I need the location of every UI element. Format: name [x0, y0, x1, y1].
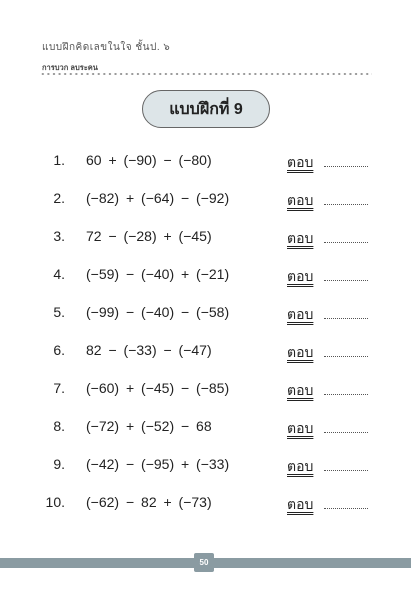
problem-row [0, 190, 411, 228]
section-subtitle: การบวก ลบระคน [42, 63, 98, 72]
problem-row [0, 456, 411, 494]
problem-row [0, 266, 411, 304]
problem-number: 3. [53, 228, 65, 244]
problem-expression: (−72) + (−52) − 68 [86, 418, 212, 434]
problem-number: 10. [45, 494, 65, 510]
problem-number: 2. [53, 190, 65, 206]
answer-label: ตอบ [287, 344, 314, 360]
answer-blank[interactable] [324, 204, 368, 205]
answer-blank[interactable] [324, 242, 368, 243]
answer-label: ตอบ [287, 268, 314, 284]
problem-expression: (−60) + (−45) − (−85) [86, 380, 230, 396]
page-number: 50 [194, 553, 214, 572]
problem-row [0, 304, 411, 342]
problem-row [0, 418, 411, 456]
answer-label: ตอบ [287, 306, 314, 322]
answer-blank[interactable] [324, 470, 368, 471]
answer-blank[interactable] [324, 280, 368, 281]
problem-row [0, 494, 411, 532]
answer-label: ตอบ [287, 420, 314, 436]
problem-expression: 60 + (−90) − (−80) [86, 152, 212, 168]
book-title: แบบฝึกคิดเลขในใจ ชั้นป. ๖ [42, 42, 171, 53]
answer-blank[interactable] [324, 356, 368, 357]
answer-blank[interactable] [324, 432, 368, 433]
problem-expression: (−82) + (−64) − (−92) [86, 190, 230, 206]
problem-row [0, 152, 411, 190]
answer-label: ตอบ [287, 192, 314, 208]
problem-number: 5. [53, 304, 65, 320]
answer-blank[interactable] [324, 318, 368, 319]
answer-label: ตอบ [287, 496, 314, 512]
problem-expression: (−99) − (−40) − (−58) [86, 304, 230, 320]
problem-number: 8. [53, 418, 65, 434]
page-header [42, 40, 170, 74]
problem-expression: (−62) − 82 + (−73) [86, 494, 212, 510]
problem-expression: 82 − (−33) − (−47) [86, 342, 212, 358]
problem-expression: (−59) − (−40) + (−21) [86, 266, 230, 282]
problem-list [0, 152, 411, 532]
problem-number: 9. [53, 456, 65, 472]
exercise-title: แบบฝึกที่ 9 [142, 90, 270, 128]
problem-expression: 72 − (−28) + (−45) [86, 228, 212, 244]
answer-label: ตอบ [287, 382, 314, 398]
answer-blank[interactable] [324, 394, 368, 395]
problem-row [0, 380, 411, 418]
problem-number: 6. [53, 342, 65, 358]
problem-row [0, 342, 411, 380]
problem-row [0, 228, 411, 266]
answer-blank[interactable] [324, 166, 368, 167]
answer-label: ตอบ [287, 154, 314, 170]
problem-number: 1. [53, 152, 65, 168]
answer-label: ตอบ [287, 458, 314, 474]
problem-number: 7. [53, 380, 65, 396]
dotted-divider [40, 73, 372, 75]
answer-blank[interactable] [324, 508, 368, 509]
answer-label: ตอบ [287, 230, 314, 246]
problem-number: 4. [53, 266, 65, 282]
problem-expression: (−42) − (−95) + (−33) [86, 456, 230, 472]
